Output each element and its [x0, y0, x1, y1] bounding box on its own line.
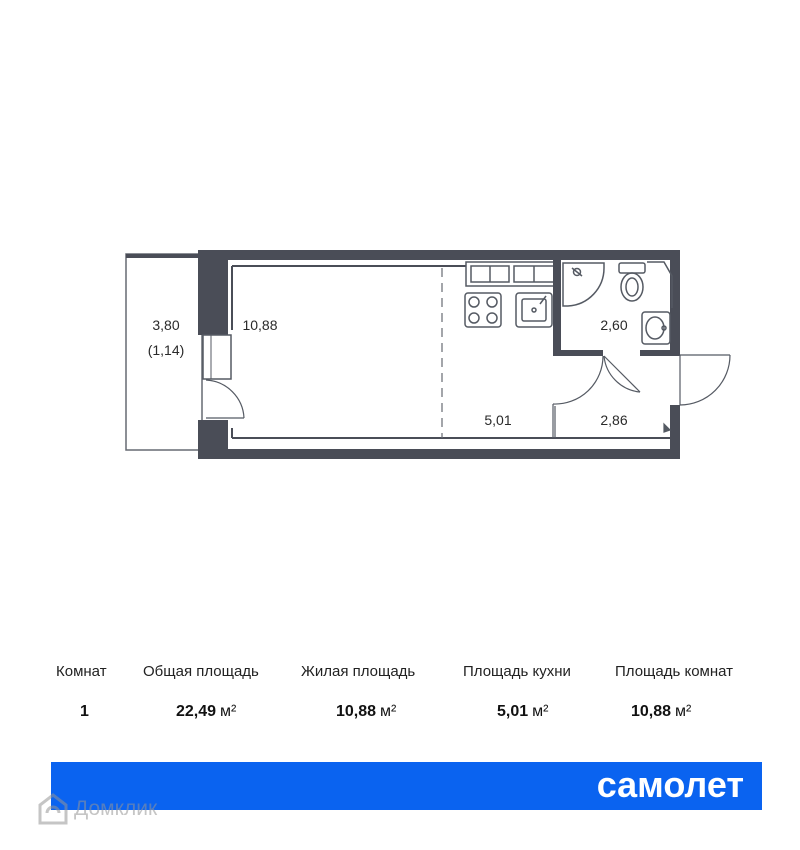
kitchen-cabinets	[466, 262, 558, 286]
washbasin-icon	[642, 262, 672, 344]
living-room-area-label: 10,88	[242, 317, 278, 333]
rooms-count-label: Комнат	[56, 663, 107, 680]
room-area-heading: Площадь комнат	[615, 663, 734, 680]
total-area-value: 22,49 м²	[176, 703, 237, 720]
kitchen-sink-icon	[516, 293, 552, 327]
hall-area-label: 2,86	[600, 412, 628, 428]
toilet-icon	[619, 263, 645, 301]
balcony-reduced-area-label: (1,14)	[147, 342, 185, 358]
bathroom-area-label: 2,60	[600, 317, 628, 333]
domclick-logo-icon	[38, 793, 68, 825]
shower-icon	[563, 263, 604, 306]
corridor-door	[553, 356, 603, 438]
bathroom-door	[604, 356, 640, 392]
stove-icon	[465, 293, 501, 327]
rooms-count-value: 1	[80, 703, 89, 720]
kitchen-area-heading: Площадь кухни	[463, 663, 571, 680]
living-area-value: 10,88 м²	[336, 703, 397, 720]
brand-banner	[51, 762, 762, 810]
domclick-watermark	[38, 792, 157, 826]
room-area-value: 10,88 м²	[631, 703, 692, 720]
total-area-label: Общая площадь	[143, 663, 259, 680]
apartment-stats	[0, 655, 800, 735]
brand-logo: самолет	[596, 764, 744, 805]
bathroom-walls	[553, 260, 680, 356]
balcony-door	[203, 335, 244, 418]
watermark-text: Домклик	[74, 797, 158, 820]
living-area-label: Жилая площадь	[301, 663, 416, 680]
balcony-area-label: 3,80	[152, 317, 180, 333]
kitchen-area-value: 5,01 м²	[497, 703, 549, 720]
kitchen-area-label: 5,01	[484, 412, 512, 428]
